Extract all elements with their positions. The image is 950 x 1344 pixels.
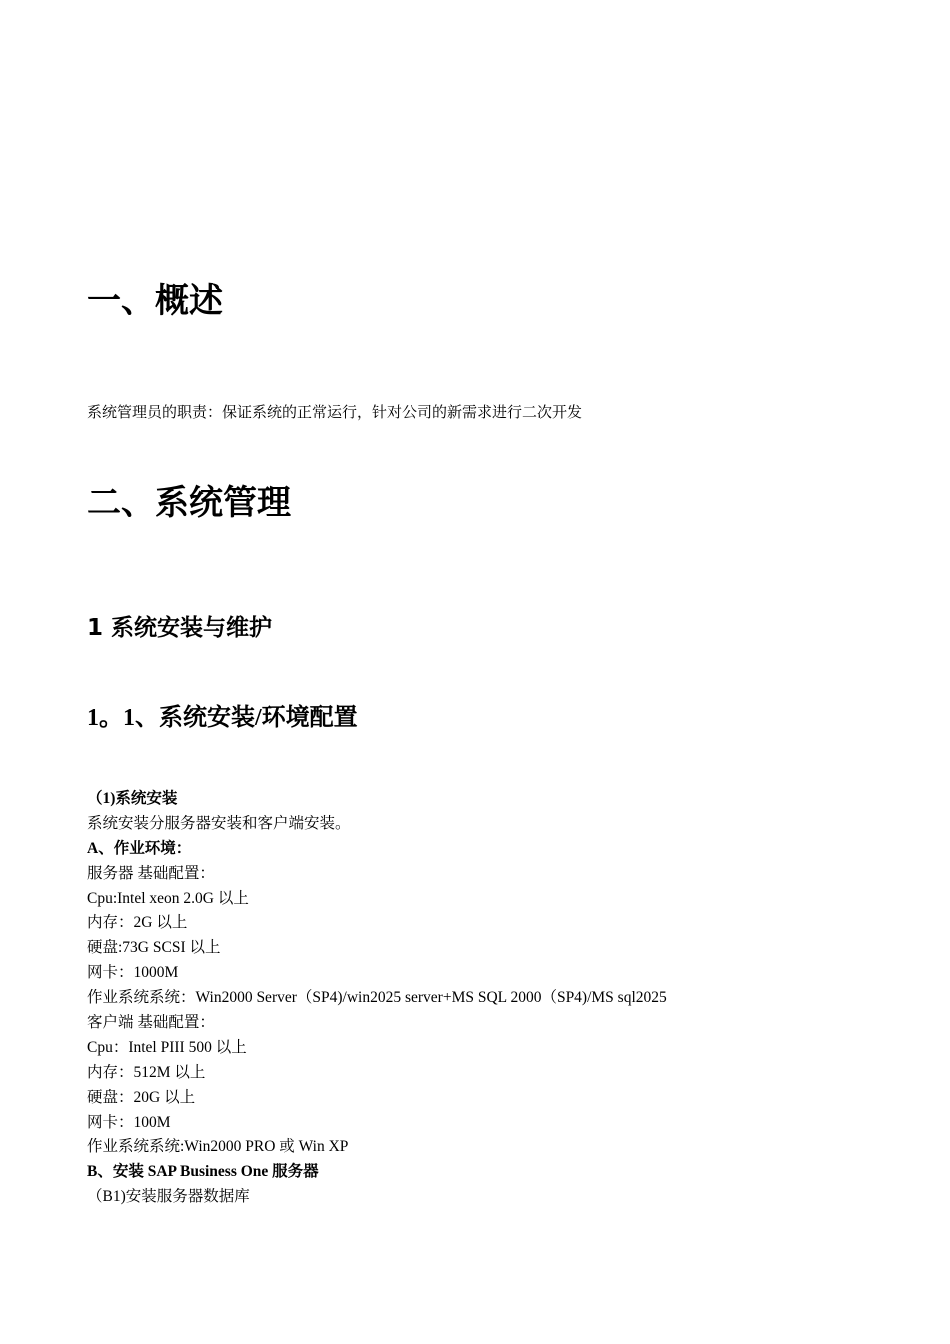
body-line-text: 服务器 基础配置： [87,864,215,882]
body-line [87,1086,907,1111]
body-line-text: 硬盘：20G 以上 [87,1088,196,1106]
body-line [87,787,907,812]
body-line [87,887,907,912]
body-line-text: （B1)安装服务器数据库 [87,1188,250,1206]
body-line-text: A、作业环境： [87,839,192,857]
body-text-block [87,787,907,1210]
body-line-text: B、安装 SAP Business One 服务器 [87,1163,319,1181]
body-line [87,936,907,961]
body-line [87,986,907,1011]
body-line [87,837,907,862]
body-line-text: 作业系统系统:Win2000 PRO 或 Win XP [87,1138,349,1156]
body-line-text: （1)系统安装 [87,790,178,807]
heading-install-env-config: 1。1、系统安装/环境配置 [87,705,358,731]
body-line [87,1135,907,1160]
overview-paragraph: 系统管理员的职责：保证系统的正常运行，针对公司的新需求进行二次开发 [87,405,583,421]
body-line-text: 系统安装分服务器安装和客户端安装。 [87,814,351,832]
body-line-text: 内存：2G 以上 [87,914,188,932]
body-line [87,1061,907,1086]
heading-system-management: 二、系统管理 [87,483,291,523]
body-line [87,1185,907,1210]
body-line [87,812,907,837]
body-line-text: 网卡：1000M [87,964,179,982]
heading-overview: 一、概述 [87,281,223,321]
heading-system-install-maintenance: 1 系统安装与维护 [87,615,273,641]
body-line [87,1011,907,1036]
body-line-text: Cpu：Intel PIII 500 以上 [87,1038,247,1056]
body-line-text: 作业系统系统：Win2000 Server（SP4)/win2025 server+MS SQL 2000（SP4)/MS sql2025 [87,989,667,1007]
body-line [87,862,907,887]
body-line-text: 硬盘:73G SCSI 以上 [87,939,221,957]
body-line-text: 网卡：100M [87,1113,171,1131]
body-line [87,1036,907,1061]
body-line-text: 内存：512M 以上 [87,1063,206,1081]
body-line-text: Cpu:Intel xeon 2.0G 以上 [87,889,249,907]
body-line [87,1111,907,1136]
body-line [87,911,907,936]
body-line [87,1160,907,1185]
body-line-text: 客户端 基础配置： [87,1014,215,1032]
body-line [87,961,907,986]
